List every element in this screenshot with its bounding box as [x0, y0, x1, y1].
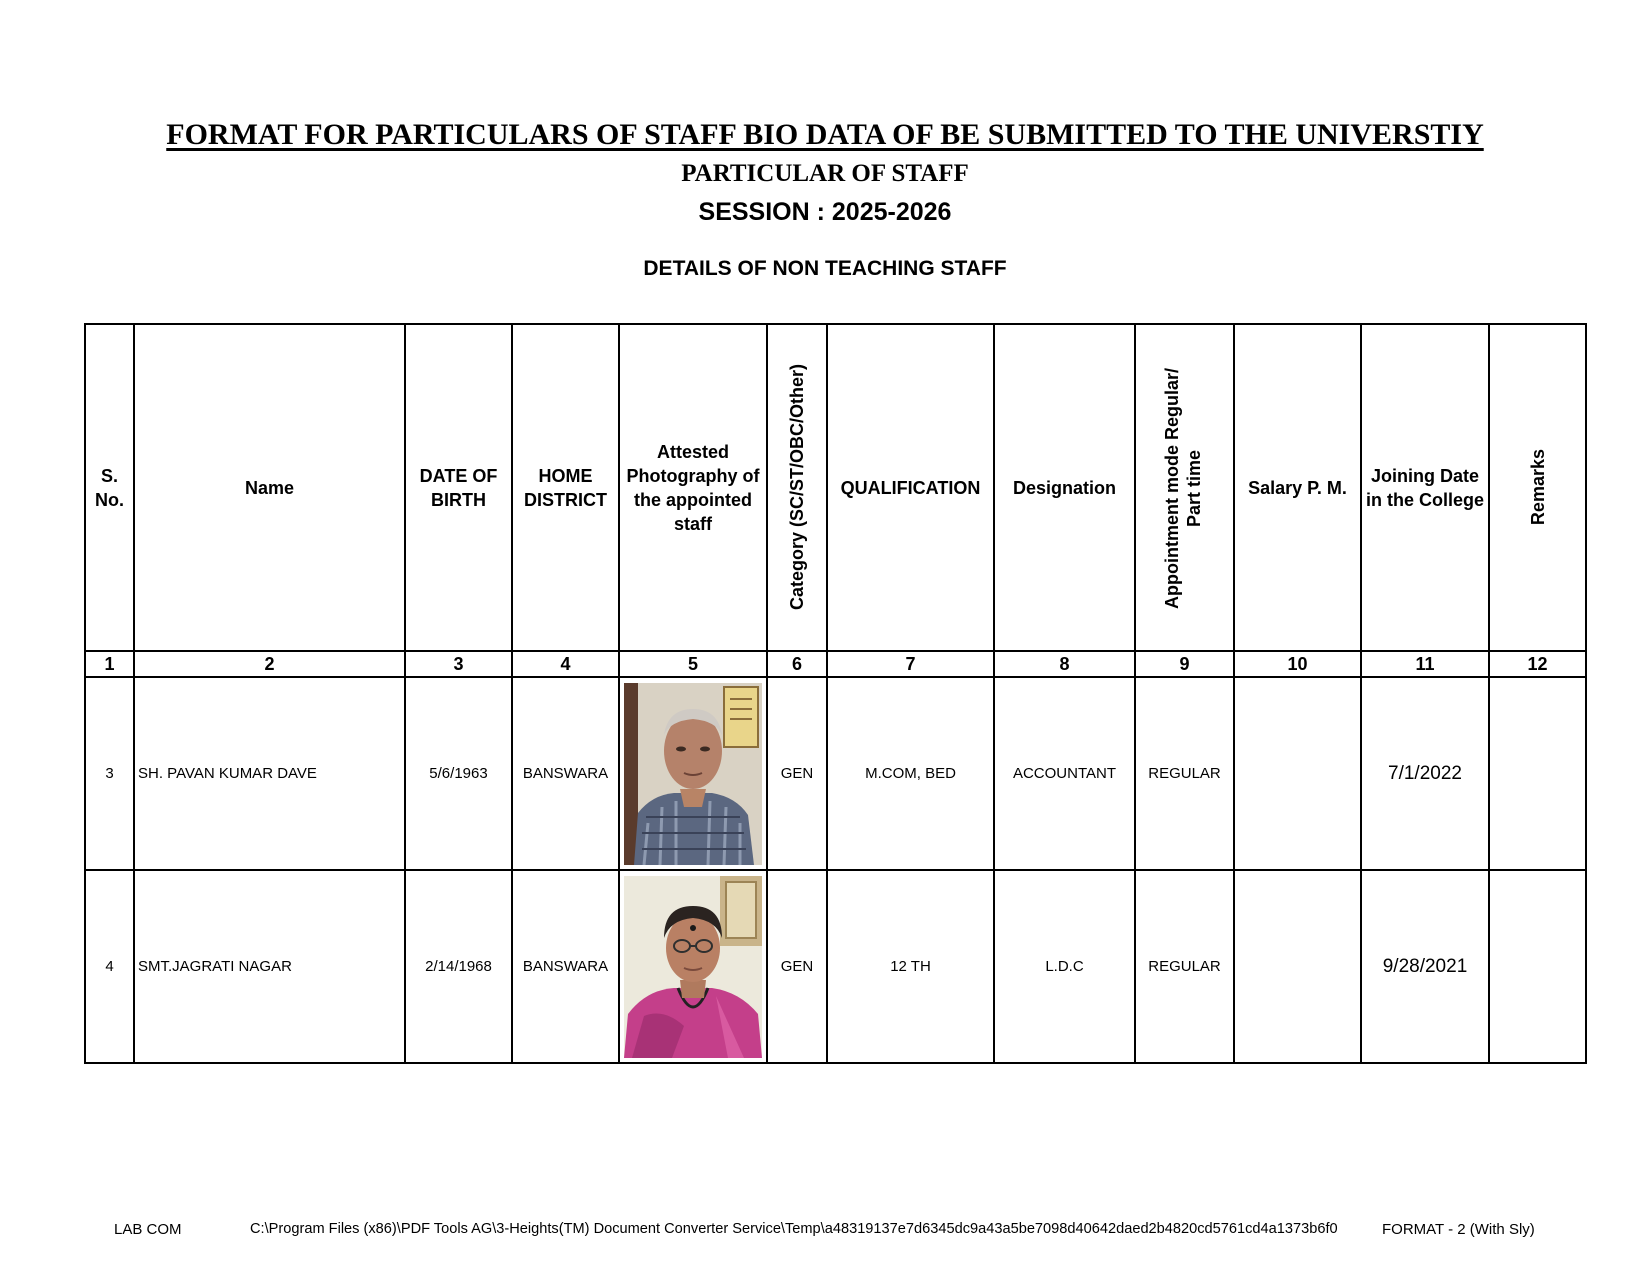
footer-format-label: FORMAT - 2 (With Sly) [1382, 1221, 1535, 1238]
cell-appointment: REGULAR [1135, 677, 1234, 870]
header-salary: Salary P. M. [1234, 324, 1361, 651]
cell-photo [619, 870, 767, 1063]
column-number-row [85, 651, 1586, 677]
cell-district: BANSWARA [512, 870, 619, 1063]
document-subtitle: PARTICULAR OF STAFF [681, 160, 969, 187]
cell-qualification: M.COM, BED [827, 677, 994, 870]
cell-salary [1234, 870, 1361, 1063]
col-num: 12 [1489, 651, 1586, 677]
cell-salary [1234, 677, 1361, 870]
header-designation: Designation [994, 324, 1135, 651]
header-row [85, 324, 1586, 651]
header-appointment-label: Appointment mode Regular/ Part time [1161, 367, 1204, 609]
header-photo: Attested Photography of the appointed staff [619, 324, 767, 651]
staff-table [84, 323, 1587, 1064]
table-row [85, 870, 1586, 1063]
cell-name: SMT.JAGRATI NAGAR [134, 870, 405, 1063]
header-dob: DATE OF BIRTH [405, 324, 512, 651]
col-num: 10 [1234, 651, 1361, 677]
col-num: 2 [134, 651, 405, 677]
header-remarks-label: Remarks [1527, 449, 1548, 526]
header-district: HOME DISTRICT [512, 324, 619, 651]
cell-category: GEN [767, 677, 827, 870]
col-num: 7 [827, 651, 994, 677]
cell-district: BANSWARA [512, 677, 619, 870]
header-qualification: QUALIFICATION [827, 324, 994, 651]
cell-category: GEN [767, 870, 827, 1063]
cell-appointment: REGULAR [1135, 870, 1234, 1063]
cell-joining-date: 9/28/2021 [1361, 870, 1489, 1063]
cell-joining-date: 7/1/2022 [1361, 677, 1489, 870]
col-num: 11 [1361, 651, 1489, 677]
cell-qualification: 12 TH [827, 870, 994, 1063]
header-category [767, 324, 827, 651]
header-remarks [1489, 324, 1586, 651]
col-num: 9 [1135, 651, 1234, 677]
staff-photo-male [624, 683, 762, 865]
cell-photo [619, 677, 767, 870]
document-title: FORMAT FOR PARTICULARS OF STAFF BIO DATA OF BE SUBMITTED TO THE UNIVERSTIY [166, 118, 1484, 151]
cell-dob: 2/14/1968 [405, 870, 512, 1063]
col-num: 5 [619, 651, 767, 677]
cell-designation: ACCOUNTANT [994, 677, 1135, 870]
section-title: DETAILS OF NON TEACHING STAFF [643, 257, 1007, 280]
col-num: 3 [405, 651, 512, 677]
cell-remarks [1489, 870, 1586, 1063]
cell-name: SH. PAVAN KUMAR DAVE [134, 677, 405, 870]
header-name: Name [134, 324, 405, 651]
col-num: 1 [85, 651, 134, 677]
cell-remarks [1489, 677, 1586, 870]
session-label: SESSION : 2025-2026 [698, 198, 952, 226]
cell-dob: 5/6/1963 [405, 677, 512, 870]
col-num: 4 [512, 651, 619, 677]
col-num: 6 [767, 651, 827, 677]
footer-file-path: C:\Program Files (x86)\PDF Tools AG\3-Heights(TM) Document Converter Service\Temp\a48319137e7d6345dc9a43a5be7098d40642daed2b4820cd5761cd4a1373b6f0 [250, 1221, 1338, 1237]
cell-designation: L.D.C [994, 870, 1135, 1063]
footer-left-label: LAB COM [114, 1221, 182, 1238]
header-joining: Joining Date in the College [1361, 324, 1489, 651]
header-appointment [1135, 324, 1234, 651]
header-category-label: Category (SC/ST/OBC/Other) [787, 364, 807, 611]
table-row [85, 677, 1586, 870]
cell-sno: 3 [85, 677, 134, 870]
col-num: 8 [994, 651, 1135, 677]
header-sno: S. No. [85, 324, 134, 651]
cell-sno: 4 [85, 870, 134, 1063]
staff-photo-female [624, 876, 762, 1058]
